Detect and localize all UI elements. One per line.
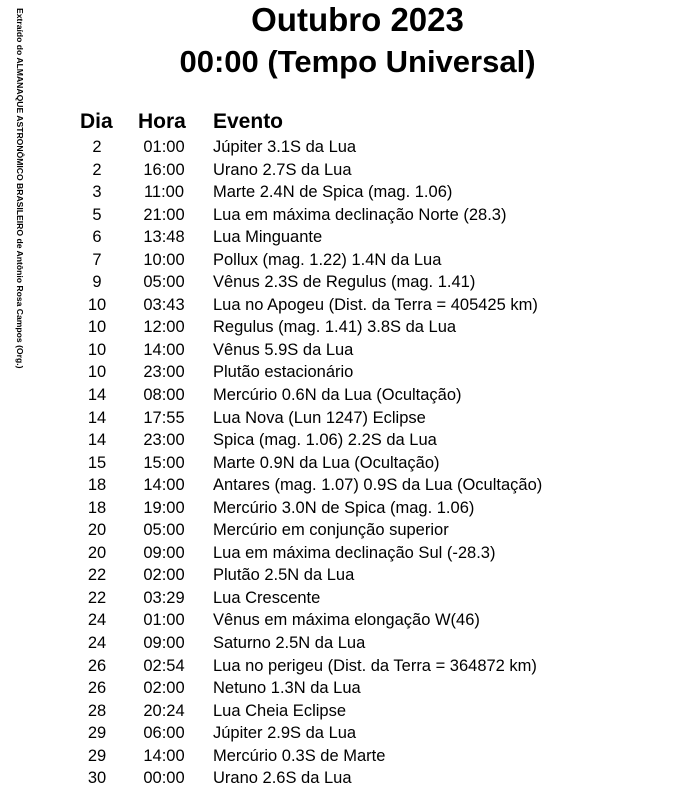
cell-hour: 02:00 (143, 679, 185, 698)
cell-event: Júpiter 2.9S da Lua (213, 724, 357, 743)
cell-event: Lua no perigeu (Dist. da Terra = 364872 km) (213, 656, 537, 675)
table-row (0, 564, 700, 587)
table-row (0, 384, 700, 407)
table-row (0, 609, 700, 632)
cell-day: 20 (87, 543, 107, 562)
table-row (0, 700, 700, 723)
cell-hour: 01:00 (143, 138, 185, 156)
cell-event: Mercúrio em conjunção superior (213, 521, 449, 540)
cell-event: Regulus (mag. 1.41) 3.8S da Lua (213, 318, 457, 337)
table-row (0, 136, 700, 159)
cell-hour: 02:00 (143, 566, 185, 585)
cell-day: 10 (87, 340, 107, 359)
cell-event: Netuno 1.3N da Lua (213, 679, 361, 698)
table-row (0, 294, 700, 317)
cell-day: 29 (87, 724, 107, 743)
cell-event: Lua Minguante (213, 228, 323, 247)
cell-day: 14 (87, 408, 107, 427)
header-day: Dia (80, 110, 113, 133)
cell-event: Urano 2.6S da Lua (213, 769, 352, 788)
table-row (0, 271, 700, 294)
table-row (0, 722, 700, 745)
cell-day: 14 (87, 386, 107, 405)
cell-day: 26 (87, 656, 107, 675)
cell-hour: 09:00 (143, 543, 185, 562)
cell-day: 7 (92, 250, 102, 269)
cell-day: 5 (92, 205, 102, 224)
cell-hour: 03:29 (143, 588, 185, 607)
table-row (0, 452, 700, 475)
table-row (0, 474, 700, 497)
cell-day: 24 (87, 611, 107, 630)
cell-hour: 12:00 (143, 318, 185, 337)
cell-day: 18 (87, 498, 107, 517)
cell-day: 3 (92, 183, 102, 202)
cell-event: Lua Cheia Eclipse (213, 701, 346, 720)
cell-hour: 14:00 (143, 476, 185, 495)
table-row (0, 249, 700, 272)
cell-hour: 00:00 (143, 769, 185, 788)
cell-day: 28 (87, 701, 107, 720)
cell-hour: 23:00 (143, 363, 185, 382)
cell-hour: 13:48 (143, 228, 185, 247)
cell-day: 10 (87, 295, 107, 314)
table-row (0, 181, 700, 204)
table-row (0, 767, 700, 790)
cell-event: Mercúrio 0.3S de Marte (213, 746, 386, 765)
table-body (0, 136, 700, 790)
table-row (0, 226, 700, 249)
cell-day: 9 (92, 273, 102, 292)
cell-event: Lua Nova (Lun 1247) Eclipse (213, 408, 426, 427)
cell-hour: 14:00 (143, 746, 185, 765)
cell-day: 24 (87, 634, 107, 653)
cell-day: 2 (92, 160, 102, 179)
cell-event: Marte 0.9N da Lua (Ocultação) (213, 453, 440, 472)
cell-hour: 05:00 (143, 521, 185, 540)
table-row (0, 677, 700, 700)
cell-event: Vênus 2.3S de Regulus (mag. 1.41) (213, 273, 476, 292)
header-hour: Hora (138, 110, 186, 133)
cell-hour: 19:00 (143, 498, 185, 517)
table-header (0, 108, 700, 136)
table-row (0, 587, 700, 610)
cell-event: Vênus em máxima elongação W(46) (213, 611, 480, 630)
table-row (0, 745, 700, 768)
cell-hour: 23:00 (143, 431, 185, 450)
cell-hour: 11:00 (143, 183, 185, 202)
cell-hour: 09:00 (143, 634, 185, 653)
cell-hour: 08:00 (143, 386, 185, 405)
cell-event: Plutão estacionário (213, 363, 354, 382)
header-event: Evento (213, 110, 284, 133)
table-row (0, 159, 700, 182)
table-row (0, 204, 700, 227)
cell-event: Antares (mag. 1.07) 0.9S da Lua (Ocultação) (213, 476, 543, 495)
cell-hour: 21:00 (143, 205, 185, 224)
cell-event: Urano 2.7S da Lua (213, 160, 352, 179)
cell-event: Marte 2.4N de Spica (mag. 1.06) (213, 183, 453, 202)
table-row (0, 497, 700, 520)
cell-hour: 05:00 (143, 273, 185, 292)
table-row (0, 429, 700, 452)
page-subtitle: 00:00 (Tempo Universal) (179, 44, 536, 79)
cell-day: 20 (87, 521, 107, 540)
cell-day: 22 (87, 566, 107, 585)
cell-hour: 15:00 (143, 453, 185, 472)
events-table (0, 108, 700, 790)
table-row (0, 519, 700, 542)
cell-day: 6 (92, 228, 102, 247)
cell-event: Lua em máxima declinação Norte (28.3) (213, 205, 507, 224)
cell-event: Lua em máxima declinação Sul (-28.3) (213, 543, 496, 562)
cell-day: 26 (87, 679, 107, 698)
cell-event: Júpiter 3.1S da Lua (213, 138, 357, 156)
cell-event: Pollux (mag. 1.22) 1.4N da Lua (213, 250, 442, 269)
cell-day: 18 (87, 476, 107, 495)
cell-event: Mercúrio 0.6N da Lua (Ocultação) (213, 386, 462, 405)
cell-hour: 01:00 (143, 611, 185, 630)
cell-hour: 03:43 (143, 295, 185, 314)
cell-event: Lua Crescente (213, 588, 321, 607)
cell-event: Plutão 2.5N da Lua (213, 566, 355, 585)
table-row (0, 361, 700, 384)
cell-day: 10 (87, 318, 107, 337)
side-credit: Extraído do ALMANAQUE ASTRONÔMICO BRASILEIRO de Antônio Rosa Campos (Org.) (15, 8, 25, 369)
cell-hour: 02:54 (143, 656, 185, 675)
page-title: Outubro 2023 (251, 1, 464, 38)
table-row (0, 407, 700, 430)
cell-day: 29 (87, 746, 107, 765)
cell-day: 15 (87, 453, 107, 472)
cell-event: Saturno 2.5N da Lua (213, 634, 366, 653)
cell-hour: 14:00 (143, 340, 185, 359)
cell-event: Spica (mag. 1.06) 2.2S da Lua (213, 431, 437, 450)
cell-hour: 16:00 (143, 160, 185, 179)
table-row (0, 655, 700, 678)
cell-hour: 06:00 (143, 724, 185, 743)
cell-hour: 10:00 (143, 250, 185, 269)
table-row (0, 316, 700, 339)
cell-event: Lua no Apogeu (Dist. da Terra = 405425 km) (213, 295, 538, 314)
table-row (0, 632, 700, 655)
table-row (0, 339, 700, 362)
cell-hour: 17:55 (143, 408, 185, 427)
cell-day: 30 (87, 769, 107, 788)
cell-day: 22 (87, 588, 107, 607)
cell-day: 14 (87, 431, 107, 450)
cell-event: Vênus 5.9S da Lua (213, 340, 354, 359)
cell-event: Mercúrio 3.0N de Spica (mag. 1.06) (213, 498, 475, 517)
table-row (0, 542, 700, 565)
cell-day: 10 (87, 363, 107, 382)
cell-day: 2 (92, 138, 102, 156)
cell-hour: 20:24 (143, 701, 185, 720)
